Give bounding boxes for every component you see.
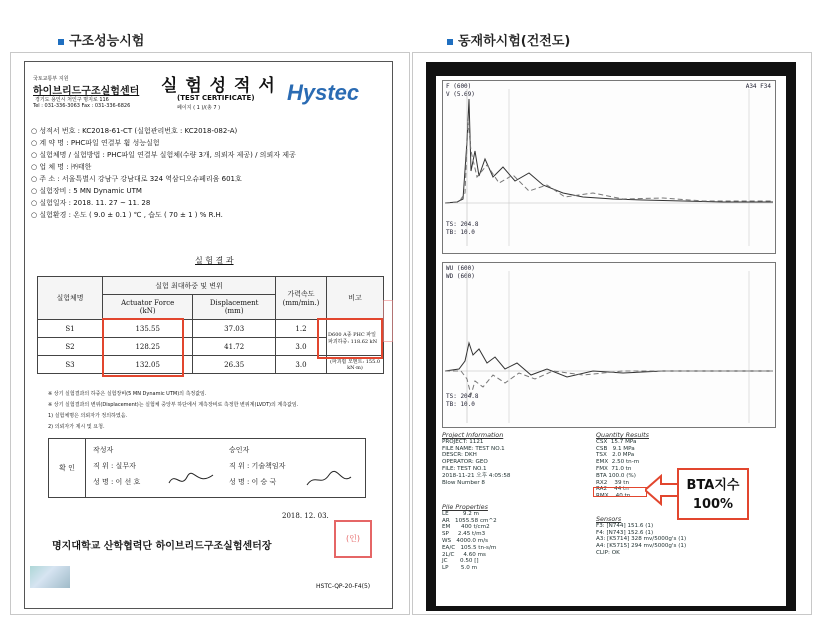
force-highlight-box [102, 318, 184, 377]
note-highlight-box [317, 318, 383, 359]
arrow-icon [645, 474, 679, 506]
form-number: HSTC-QP-20-F4(5) [316, 583, 371, 590]
org-tel: Tel : 031-336-3063 Fax : 031-336-6826 [33, 103, 131, 109]
results-title: 실 험 결 과 [195, 256, 234, 265]
approver-signature [305, 469, 353, 491]
cert-line: ○ 계 약 명 : PHC파일 연결부 휨 성능실험 [31, 139, 160, 147]
certificate-subtitle: (TEST CERTIFICATE) [177, 94, 255, 102]
pda-report [426, 62, 796, 611]
col-force: Actuator Force (kN) [103, 295, 193, 320]
wave-up-down-plot: WU (600) WD (600) TS: 204.8 TB: 10.0 [442, 262, 776, 428]
note: 2) 의뢰자가 제시 및 요청. [48, 424, 105, 430]
certificate-title: 실 험 성 적 서 [161, 76, 276, 96]
official-stamp: (인) [334, 520, 372, 558]
col-note: 비고 [327, 277, 384, 320]
note-a: D600 A종 PHC 파일 파괴하중: 118.62 kN [327, 320, 384, 356]
bullet-icon [58, 39, 64, 45]
table-row: S1 135.55 37.03 1.2 D600 A종 PHC 파일 파괴하중: 118.62 kN [38, 320, 384, 338]
section-title-structural: 구조성능시험 [58, 30, 144, 49]
col-group: 실험 최대하중 및 변위 [103, 277, 276, 295]
cert-line: ○ 주 소 : 서울특별시 강남구 강남대로 324 역삼디오슈페리움 601호 [31, 175, 242, 183]
force-velocity-traces [443, 81, 775, 253]
note-b: (파괴휨 모멘트: 155.0 kN·m) [327, 356, 384, 374]
bta-row-highlight [593, 487, 647, 497]
section-title-dynamic: 동재하시험(건전도) [447, 30, 570, 49]
signature-block: 확 인 작성자 직 위 : 실무자 성 명 : 이 선 호 승인자 직 위 : 기술책임자 성 명 : 이 승 국 [48, 438, 366, 498]
table-row: S2 128.25 41.72 3.0 [38, 338, 384, 356]
org-name: 하이브리드구조실험센터 [33, 86, 140, 97]
note: ※ 상기 실험결과의 변위(Displacement)는 실험체 중앙부 하단에서 계측장비로 측정한 변위계(LVDT)의 계측값임. [48, 402, 299, 408]
sensors: Sensors F3: [N744] 151.6 (1) F4: [N743] 152.6 (1) A3: [K5714] 328 mv/5000g's (1) A4: [K5715] 294 mv/5000g's (1) CLIP: OK [596, 515, 687, 556]
cert-line: ○ 실험장비 : 5 MN Dynamic UTM [31, 187, 142, 195]
wave-traces [443, 263, 775, 427]
pile-properties: Pile Properties LE 9.2 m AR 1055.58 cm^2 EM 400 t/cm2 SP 2.45 t/m3 WS 4000.0 m/s EA/C 105.5 tn-s/m 2L/C 4.60 ms JC 0.50 [] LP 5.0 m [442, 503, 497, 572]
project-info: Project Information PROJECT: 1121 FILE NAME: TEST NO.1 DESCR: DKH OPERATOR: GEO FILE: TEST NO.1 2018-11-21 오후 4:05:58 Blow Number 8 [442, 431, 511, 486]
col-specimen: 실험체명 [38, 277, 103, 320]
cert-line: ○ 실험일자 : 2018. 11. 27 ~ 11. 28 [31, 199, 151, 207]
force-velocity-plot: F (600) V (5.69) A34 F34 TS: 204.8 TB: 10.0 [442, 80, 776, 254]
center-logo [30, 566, 70, 588]
col-rate: 가력속도 (mm/min.) [276, 277, 327, 320]
pda-report-sheet [436, 76, 786, 606]
page-number: 페이지 ( 1 )/(총 7 ) [177, 105, 221, 111]
side-stamp [383, 300, 393, 342]
bta-value: 100% [692, 497, 734, 512]
note: 1) 실험체명은 의뢰자가 정의하였음. [48, 413, 128, 419]
org-address: 경기도 용인시 처인구 명지로 116 [35, 97, 109, 103]
issue-date: 2018. 12. 03. [282, 512, 329, 520]
bta-label: BTA지수 [686, 478, 740, 493]
confirm-label: 확 인 [49, 439, 86, 497]
col-disp: Displacement (mm) [193, 295, 276, 320]
cert-line: ○ 업 체 명 : ㈜태한 [31, 163, 92, 171]
quantity-results: Quantity Results CSX 15.7 MPa CSB 9.1 MPa TSX 2.0 MPa EMX 2.50 tn-m FMX 71.0 tn BTA 100.0 (%) RX2 39 tn RA2 44 tn RMX 40 tn [596, 431, 650, 500]
cert-line: ○ 실험체명 / 실험방법 : PHC파일 연결부 실험체(수량 3개, 의뢰자 제공) / 의뢰자 제공 [31, 151, 296, 159]
org-small: 국토교통부 지원 [33, 76, 69, 82]
bta-callout [677, 468, 749, 520]
cert-line: ○ 성적서 번호 : KC2018-61-CT (실험관리번호 : KC2018-082-A) [31, 127, 238, 135]
bullet-icon [447, 39, 453, 45]
hystec-logo: Hystec [287, 80, 360, 105]
writer-signature [167, 469, 215, 491]
note: ※ 상기 실험결과의 하중은 실험장비(5 MN Dynamic UTM)의 측정값임. [48, 391, 207, 397]
table-row: S3 132.05 26.35 3.0 (파괴휨 모멘트: 155.0 kN·m) [38, 356, 384, 374]
issuer: 명지대학교 산학협력단 하이브리드구조실험센터장 [52, 541, 272, 552]
cert-line: ○ 실험환경 : 온도 ( 9.0 ± 0.1 ) ℃ , 습도 ( 70 ± 1 ) % R.H. [31, 211, 223, 219]
